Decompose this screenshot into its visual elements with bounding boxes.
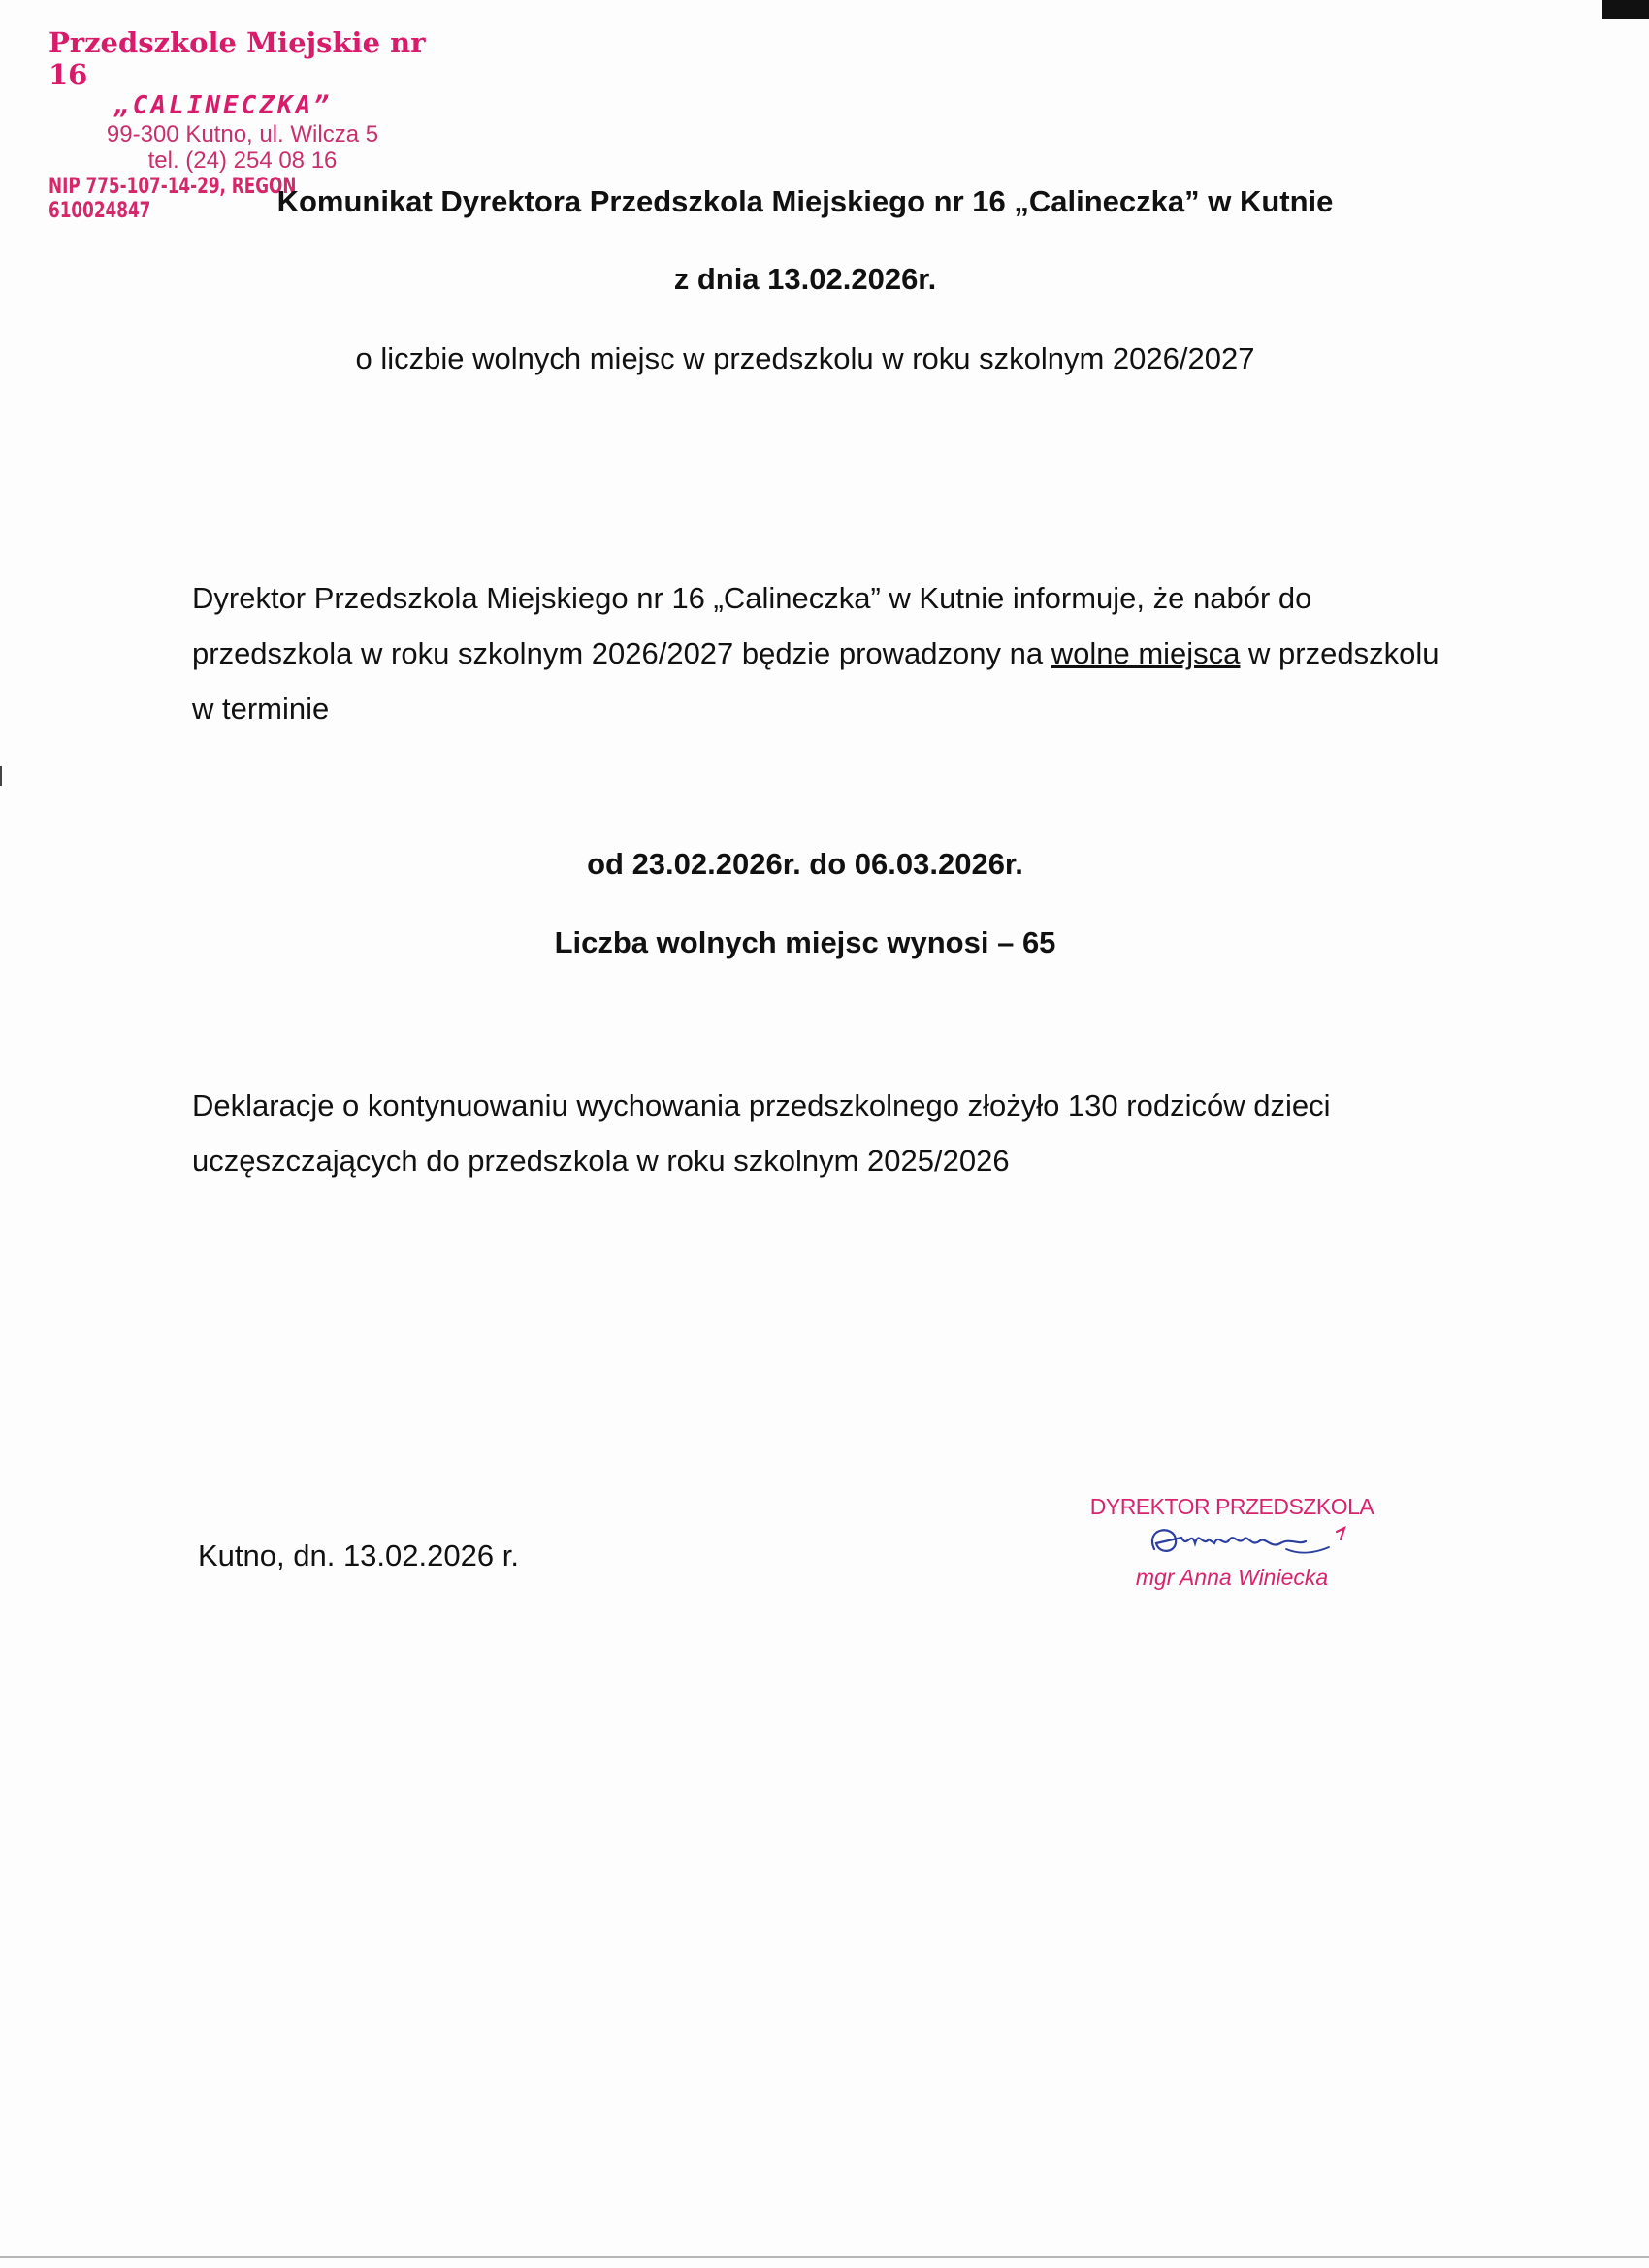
director-title: DYREKTOR PRZEDSZKOLA: [1089, 1494, 1374, 1519]
underlined-free-places: wolne miejsca: [1051, 636, 1241, 670]
scan-artifact-left-edge: [0, 766, 2, 786]
stamp-line-calineczka: „CALINECZKA”: [114, 90, 332, 120]
place-and-date: Kutno, dn. 13.02.2026 r.: [198, 1539, 519, 1572]
scan-artifact-corner: [1602, 0, 1649, 19]
paragraph-text-start: Dyrektor Przedszkola Miejskiego nr 16 „Calineczka” w Kutnie informuje, że nabór do przedszkola w roku szkolnym 2026/2027 będzie prowadzony na: [192, 581, 1312, 670]
announcement-paragraph: [192, 570, 1453, 736]
director-stamp: [1067, 1494, 1397, 1591]
scan-artifact-bottom-edge: [0, 2256, 1649, 2258]
document-subject: o liczbie wolnych miejsc w przedszkolu w roku szkolnym 2026/2027: [355, 341, 1255, 375]
document-date: z dnia 13.02.2026r.: [673, 262, 937, 296]
stamp-line-phone: tel. (24) 254 08 16: [147, 147, 338, 175]
recruitment-dates: od 23.02.2026r. do 06.03.2026r.: [587, 847, 1023, 881]
stamp-line-name: Przedszkole Miejskie nr 16: [48, 26, 426, 92]
paragraph-text-end: w przedszkolu w terminie: [192, 636, 1439, 726]
stamp-line-address: 99-300 Kutno, ul. Wilcza 5: [106, 120, 379, 147]
handwritten-signature: [1086, 1520, 1377, 1563]
declarations-paragraph: Deklaracje o kontynuowaniu wychowania przedszkolnego złożyło 130 rodziców dzieci uczęszczających do przedszkola w roku szkolnym 2025/2026: [192, 1088, 1331, 1178]
director-name: mgr Anna Winiecka: [1135, 1565, 1329, 1590]
stamp-line-nip-regon: NIP 775-107-14-29, REGON 610024847: [48, 174, 297, 224]
document-title: Komunikat Dyrektora Przedszkola Miejskiego nr 16 „Calineczka” w Kutnie: [276, 184, 1334, 218]
free-places-count: Liczba wolnych miejsc wynosi – 65: [554, 925, 1056, 959]
